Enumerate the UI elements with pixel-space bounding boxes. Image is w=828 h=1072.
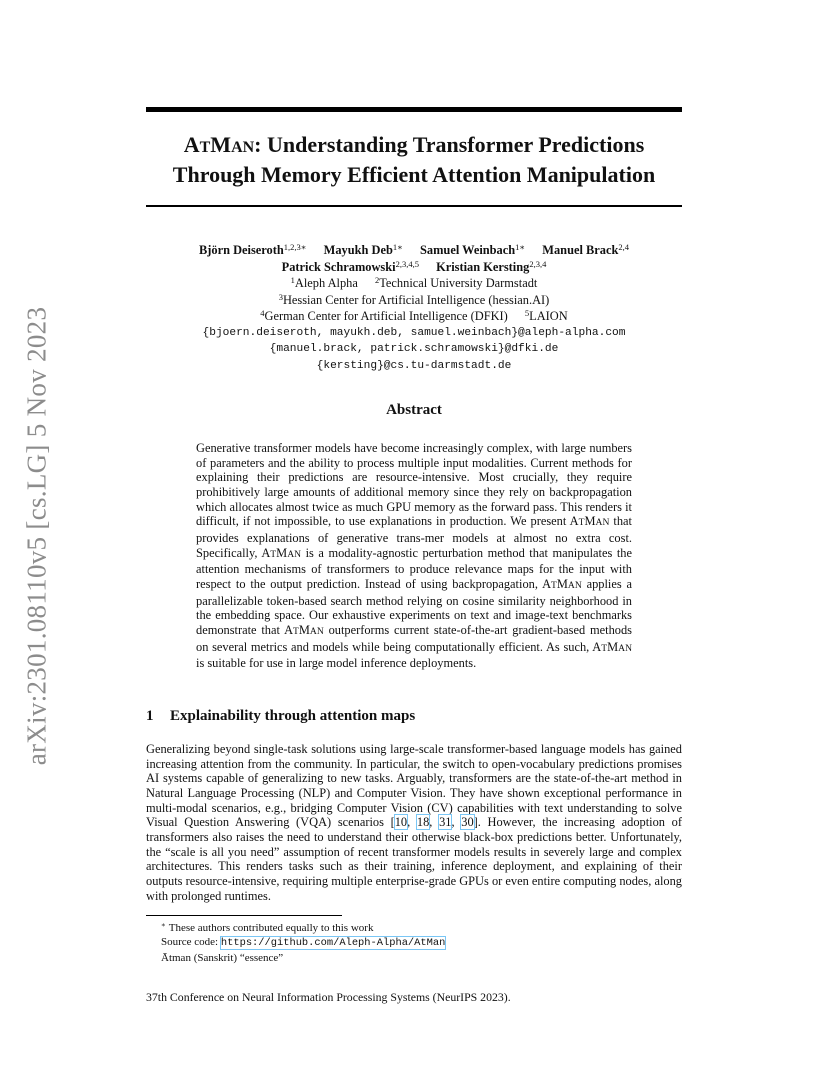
- citation-link[interactable]: 31: [439, 815, 452, 830]
- section-title: Explainability through attention maps: [170, 708, 416, 724]
- method-name: ATMAN: [261, 545, 302, 560]
- title-line-1: ATMAN: Understanding Transformer Predictions: [183, 132, 645, 157]
- title-line-2: Through Memory Efficient Attention Manipulation: [172, 162, 656, 187]
- method-name: ATMAN: [569, 514, 610, 529]
- affiliation: German Center for Artificial Intelligence (DFKI): [264, 309, 508, 323]
- source-code-link[interactable]: https://github.com/Aleph-Alpha/AtMan: [220, 937, 446, 950]
- author-row-2: Patrick Schramowski$^{2,3,4,5}$ Kristian Kersting$^{2,3,4}$: [281, 258, 547, 274]
- citation-link[interactable]: 18: [416, 815, 430, 830]
- abstract-text: Generative transformer models have become increasingly complex, with large numbers of parameters and the ability to process multiple input modalities. Current methods for explaining their predictions are resource-intensive. Most crucially, they require prohibitively large amounts of additional memory since they rely on backpropagation which allocates almost twice as much GPU memory as the forward pass. This renders it difficult, if not impossible, to use explanations in production. We present ATMAN that provides explanations of generative trans-mer models at almost no extra cost. Specifically, ATMAN is a modality-agnostic perturbation method that manipulates the attention mechanisms of transformers to produce relevance maps for the input with respect to the output prediction. Instead of using backpropagation, ATMAN applies a parallelizable token-based search method relying on cosine similarity neighborhood in the embedding space. Our exhaustive experiments on text and image-text benchmarks demonstrate that ATMAN outperforms current state-of-the-art gradient-based methods on several metrics and models while being computationally efficient. As such, ATMAN is suitable for use in large model inference deployments.: [196, 441, 632, 671]
- author-name: Kristian Kersting: [436, 259, 530, 274]
- affiliation: Technical University Darmstadt: [379, 276, 538, 290]
- email-line: {manuel.brack, patrick.schramowski}@dfki.de: [269, 343, 559, 355]
- author-name: Manuel Brack: [542, 243, 619, 257]
- author-name: Patrick Schramowski: [281, 259, 396, 274]
- author-block: [146, 242, 682, 374]
- method-name: ATMAN: [284, 622, 324, 637]
- email-line: {bjoern.deiseroth, mayukh.deb, samuel.weinbach}@aleph-alpha.com: [202, 326, 626, 339]
- footnote-equal-contribution: ∗ These authors contributed equally to this work: [161, 921, 374, 934]
- footnote-source-code: Source code: https://github.com/Aleph-Alpha/AtMan: [161, 936, 446, 950]
- author-row-1: Björn Deiseroth$^{1,2,3∗}$ Mayukh Deb$^{1∗}$ Samuel Weinbach$^{1∗}$ Manuel Brack$^{2,4}$: [199, 242, 629, 257]
- affiliation: Aleph Alpha: [294, 276, 358, 290]
- paper-title: [146, 131, 682, 188]
- abstract-heading: Abstract: [386, 402, 442, 418]
- affiliation-row-1: $^1$Aleph Alpha $^2$Technical University Darmstadt: [290, 275, 538, 290]
- affiliation-row-2: $^3$Hessian Center for Artificial Intelligence (hessian.AI): [278, 291, 550, 307]
- affiliation: Hessian Center for Artificial Intelligence (hessian.AI): [282, 292, 550, 307]
- affiliation-row-3: $^4$German Center for Artificial Intelligence (DFKI) $^5$LAION: [260, 308, 568, 323]
- method-name: ATMAN: [542, 576, 582, 591]
- author-name: Björn Deiseroth: [199, 243, 284, 257]
- author-name: Mayukh Deb: [323, 243, 393, 257]
- arxiv-identifier-text: arXiv:2301.08110v5 [cs.LG] 5 Nov 2023: [21, 306, 52, 766]
- method-name: ATMAN: [592, 639, 632, 654]
- citation-link[interactable]: 30: [461, 815, 474, 830]
- section-body-text: Generalizing beyond single-task solutions using large-scale transformer-based language models has gained increasing attention from the community. In particular, the switch to open-vocabulary predictions promises AI systems capable of generalizing to new tasks. Arguably, transformers are the state-of-the-art method in Natural Language Processing (NLP) and Computer Vision. They have shown exceptional performance in multi-modal scenarios, e.g., bridging Computer Vision (CV) capabilities with text understanding to solve Visual Question Answering (VQA) scenarios [10, 18, 31, 30]. However, the increasing adoption of transformers also raises the need to understand their otherwise black-box predictions better. Unfortunately, the “scale is all you need” assumption of recent transformer models results in severely large and complex architectures. This renders tasks such as their training, inference deployment, and explaining of their outputs resource-intensive, requiring multiple enterprise-grade GPUs or even entire computing nodes, along with prolonged runtimes.: [146, 742, 682, 903]
- email-line: {kersting}@cs.tu-darmstadt.de: [316, 359, 512, 372]
- title-top-rule: [146, 107, 682, 112]
- author-name: Samuel Weinbach: [420, 243, 516, 257]
- footnotes: [161, 921, 445, 965]
- title-bottom-rule: [146, 205, 682, 207]
- section-heading: [146, 708, 415, 725]
- footnote-atman: Ātman (Sanskrit) “essence”: [161, 951, 284, 964]
- section-number: 1: [146, 708, 154, 724]
- affiliation: LAION: [529, 309, 568, 323]
- venue-footer: 37th Conference on Neural Information Processing Systems (NeurIPS 2023).: [146, 990, 511, 1004]
- footnote-rule: [146, 915, 342, 916]
- citation-link[interactable]: 10: [394, 815, 408, 830]
